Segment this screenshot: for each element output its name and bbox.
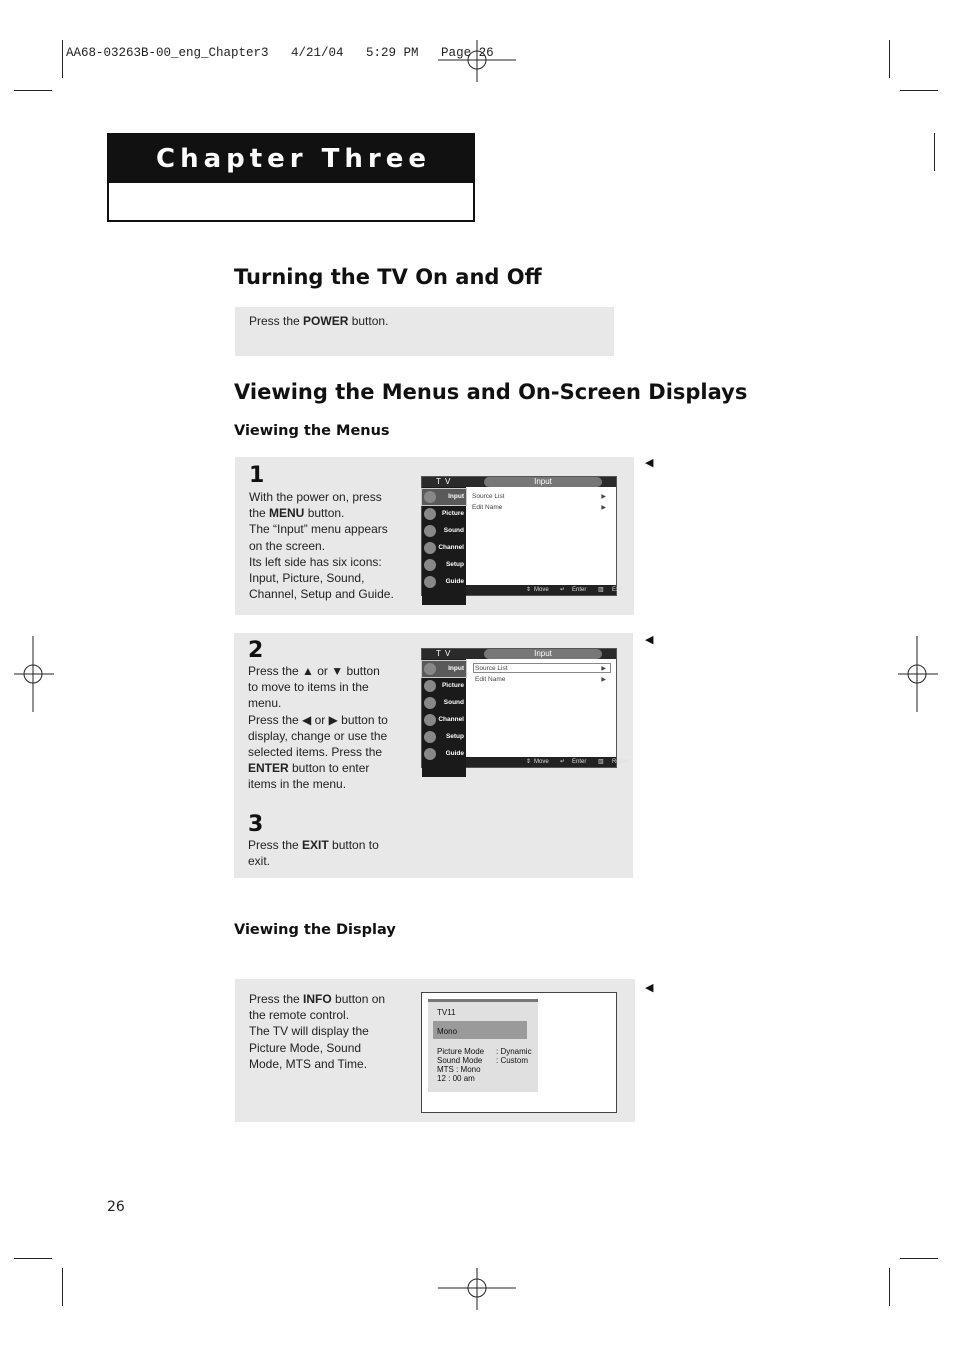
info-time: 12 : 00 am [437,1074,475,1083]
crop-mark [934,133,935,171]
display-text: Press the INFO button on the remote control. The TV will display the Picture Mode, Sound Mode, MTS and Time. [249,992,386,1071]
tv-menu-sidebar [422,487,466,605]
tv-row-arrow-icon: ▶ [601,494,606,500]
tv-menu-item-channel: Channel [422,712,466,728]
info-mts: MTS : Mono [437,1065,481,1074]
step2-text: Press the ▲ or ▼ button to move to items in the menu. Press the ◀ or ▶ button to display, change or use the selected items. Press the ENTER button to enter items in the menu. [248,664,388,792]
registration-mark-icon [438,40,516,82]
tv-row-arrow-icon: ▶ [601,505,606,511]
tv-menu-header [422,649,616,659]
move-icon: ⇕ [526,587,532,593]
tv-menu-item-sound: Sound [422,695,466,711]
registration-mark-icon [14,636,54,712]
tv-menu-item-setup: Setup [422,729,466,745]
guide-icon [424,748,436,760]
step-number: 1 [249,463,265,488]
sound-icon [424,525,436,537]
tv-menu-screen [421,476,623,596]
tv-row-arrow-icon: ▶ [601,666,606,672]
tv-menu-item-guide: Guide [422,574,466,590]
tv-menu-item-sound: Sound [422,523,466,539]
chapter-title: Chapter Three [109,135,473,183]
tv-menu-row: Source List [472,493,505,500]
tv-menu-item-channel: Channel [422,540,466,556]
guide-icon [424,576,436,588]
crop-mark [889,40,890,78]
chapter-header [107,133,475,222]
channel-icon [424,542,436,554]
tv-menu-row: Edit Name [472,504,503,511]
power-instruction: Press the POWER button. [249,314,389,328]
info-audio: Mono [437,1027,458,1036]
page-number: 26 [107,1199,125,1215]
enter-icon: ↵ [560,759,566,765]
crop-mark [14,1258,52,1259]
step1-text: With the power on, press the MENU button. The “Input” menu appears on the screen. Its left side has six icons: Input, Picture, Sound, Channel, Setup and Guide. [249,490,394,602]
marker-arrow-icon: ◀ [645,457,654,469]
tv-row-arrow-icon: ▶ [601,677,606,683]
tv-menu-footer: ⇕ Move ↵ Enter ▥ Exit [466,585,616,595]
step-number: 3 [248,812,264,837]
info-picture-mode-value: : Dynamic [496,1047,532,1056]
setup-icon [424,559,436,571]
crop-mark [62,40,63,78]
picture-icon [424,680,436,692]
move-icon: ⇕ [526,759,532,765]
channel-icon [424,714,436,726]
tv-menu-row: Edit Name [475,676,506,683]
step3-text: Press the EXIT button to exit. [248,838,379,869]
tv-menu-row: Source List [475,665,508,672]
tv-menu-item-picture: Picture [422,506,466,522]
input-icon [424,491,436,503]
input-icon [424,663,436,675]
picture-icon [424,508,436,520]
return-icon: ▥ [598,759,604,765]
tv-menu-source: T V [436,649,452,658]
crop-mark [14,90,52,91]
setup-icon [424,731,436,743]
tv-menu-item-picture: Picture [422,678,466,694]
crop-mark [889,1268,890,1306]
marker-arrow-icon: ◀ [645,982,654,994]
tv-menu-sidebar [422,659,466,777]
exit-icon: ▥ [598,587,604,593]
tv-menu-item-input: Input [422,489,466,505]
tv-menu-title: Input [484,477,602,487]
crop-mark [900,1258,938,1259]
tv-menu-footer: ⇕ Move ↵ Enter ▥ Return [466,757,616,767]
section-heading-power: Turning the TV On and Off [234,265,542,289]
crop-mark [62,1268,63,1306]
tv-menu-source: T V [436,477,452,486]
tv-menu-item-setup: Setup [422,557,466,573]
print-slug: AA68-03263B-00_eng_Chapter3 4/21/04 5:29 PM Page 26 [66,46,494,60]
info-picture-mode-label: Picture Mode [437,1047,485,1056]
tv-menu-screen [421,648,631,768]
subheading-viewing-menus: Viewing the Menus [234,423,390,439]
marker-arrow-icon: ◀ [645,634,654,646]
tv-menu-item-input: Input [422,661,466,677]
crop-mark [900,90,938,91]
tv-menu-header [422,477,616,487]
power-panel [235,307,614,356]
info-channel: TV11 [437,1008,456,1017]
info-display-screen [421,992,617,1113]
tv-menu-title: Input [484,649,602,659]
info-sound-mode-value: : Custom [496,1056,529,1065]
info-display-panel [428,999,538,1092]
tv-menu-item-guide: Guide [422,746,466,762]
step-number: 2 [248,638,264,663]
registration-mark-icon [438,1268,516,1310]
sound-icon [424,697,436,709]
enter-icon: ↵ [560,587,566,593]
registration-mark-icon [898,636,938,712]
subheading-viewing-display: Viewing the Display [234,922,396,938]
info-sound-mode-label: Sound Mode [437,1056,483,1065]
section-heading-menus: Viewing the Menus and On-Screen Displays [234,380,748,404]
